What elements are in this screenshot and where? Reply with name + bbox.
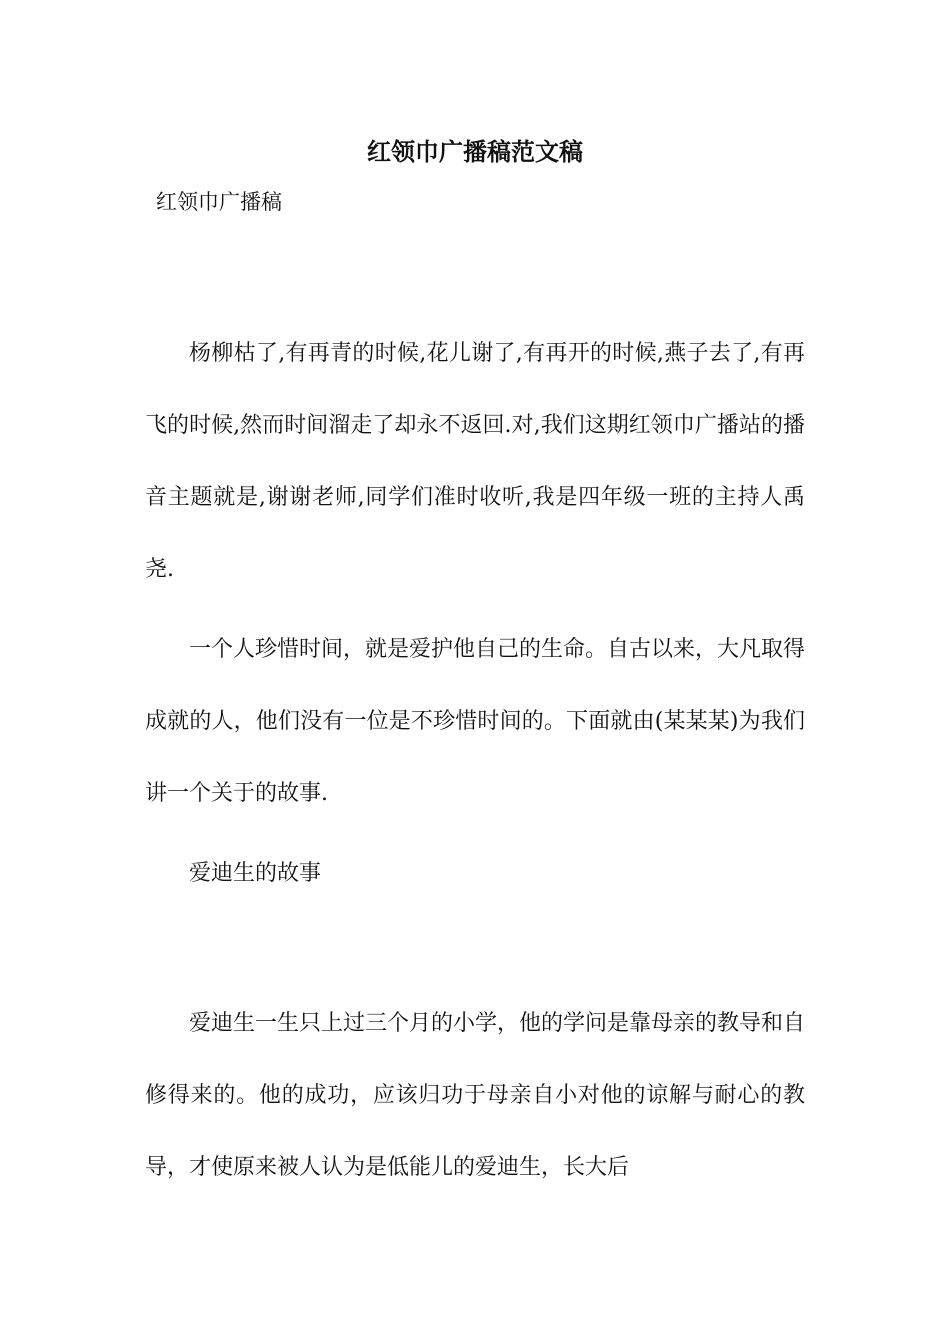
document-title: 红领巾广播稿范文稿: [367, 137, 583, 166]
document-subtitle: 红领巾广播稿: [156, 190, 282, 214]
paragraph-story-heading: 爱迪生的故事: [189, 861, 322, 886]
paragraph-cherish-time: 一个人珍惜时间，就是爱护他自己的生命。自古以来，大凡取得成就的人，他们没有一位是不珍惜时间的。下面就由(某某某)为我们讲一个关于的故事.: [145, 637, 806, 806]
paragraph-edison-story: 爱迪生一生只上过三个月的小学，他的学问是靠母亲的教导和自修得来的。他的成功，应该归功于母亲自小对他的谅解与耐心的教导，才使原来被人认为是低能儿的爱迪生，长大后: [145, 1011, 806, 1180]
paragraph-intro: 杨柳枯了,有再青的时候,花儿谢了,有再开的时候,燕子去了,有再飞的时候,然而时间溜走了却永不返回.对,我们这期红领巾广播站的播音主题就是,谢谢老师,同学们准时收听,我是四年级一班的主持人禹尧.: [145, 341, 805, 582]
